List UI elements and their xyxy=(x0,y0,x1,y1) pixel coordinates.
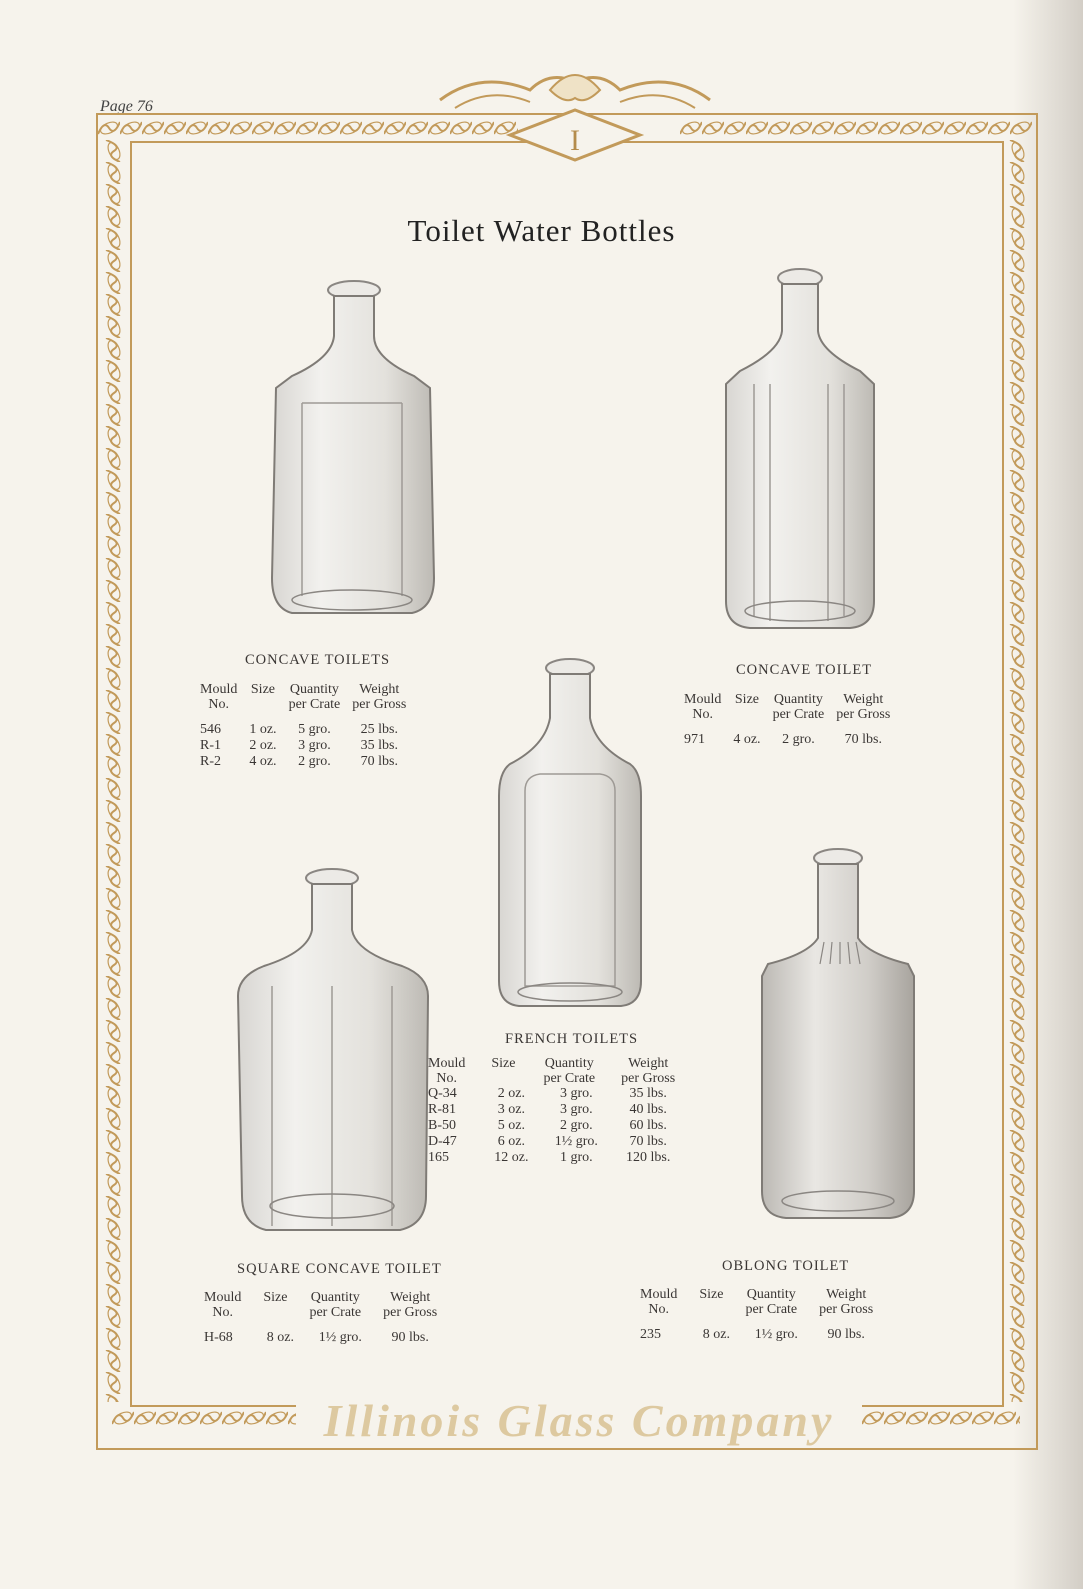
spec-table-french-toilets xyxy=(422,1056,681,1166)
col-header-weight: Weight per Gross xyxy=(352,682,407,712)
company-name-footer: Illinois Glass Company xyxy=(296,1394,862,1447)
col-header-mould: Mould No. xyxy=(684,692,722,722)
square-concave-toilet-bottle-illustration xyxy=(236,866,430,1242)
rope-border-bottom-left xyxy=(112,1408,296,1428)
caption-concave-toilet: CONCAVE TOILET xyxy=(736,662,873,678)
table-row: 165 12 oz. 1 gro. 120 lbs. xyxy=(428,1150,671,1165)
col-header-quantity: Quantity per Crate xyxy=(288,682,341,712)
col-header-weight: Weight per Gross xyxy=(383,1290,438,1320)
table-row: H-68 8 oz. 1½ gro. 90 lbs. xyxy=(204,1330,429,1345)
caption-square-concave-toilet: SQUARE CONCAVE TOILET xyxy=(237,1261,442,1277)
col-header-size: Size xyxy=(491,1056,516,1071)
col-header-quantity: Quantity per Crate xyxy=(772,692,825,722)
col-header-mould: Mould No. xyxy=(428,1056,466,1086)
col-header-weight: Weight per Gross xyxy=(836,692,891,722)
rope-border-top-right xyxy=(680,118,1032,138)
col-header-weight: Weight per Gross xyxy=(621,1056,676,1086)
table-row: 546 1 oz. 5 gro. 25 lbs. xyxy=(200,722,398,737)
spec-table-concave-toilets xyxy=(194,682,412,770)
col-header-size: Size xyxy=(250,682,275,697)
col-header-size: Size xyxy=(263,1290,288,1305)
caption-concave-toilets: CONCAVE TOILETS xyxy=(245,652,391,668)
spec-table-oblong-toilet xyxy=(634,1287,879,1343)
col-header-mould: Mould No. xyxy=(204,1290,242,1320)
concave-toilet-971-bottle-illustration xyxy=(720,266,880,646)
oblong-toilet-bottle-illustration xyxy=(758,846,918,1230)
table-row: 235 8 oz. 1½ gro. 90 lbs. xyxy=(640,1327,865,1342)
caption-oblong-toilet: OBLONG TOILET xyxy=(722,1258,850,1274)
table-row: B-50 5 oz. 2 gro. 60 lbs. xyxy=(428,1118,667,1133)
table-row: D-47 6 oz. 1½ gro. 70 lbs. xyxy=(428,1134,667,1149)
page-number: Page 76 xyxy=(100,98,153,115)
rope-border-left xyxy=(102,140,126,1402)
rope-border-bottom-right xyxy=(862,1408,1020,1428)
col-header-quantity: Quantity per Crate xyxy=(745,1287,798,1317)
col-header-quantity: Quantity per Crate xyxy=(309,1290,362,1320)
concave-toilet-bottle-illustration xyxy=(262,278,444,628)
caption-french-toilets: FRENCH TOILETS xyxy=(505,1031,639,1047)
table-row: R-81 3 oz. 3 gro. 40 lbs. xyxy=(428,1102,667,1117)
table-row: R-1 2 oz. 3 gro. 35 lbs. xyxy=(200,738,398,753)
table-row: R-2 4 oz. 2 gro. 70 lbs. xyxy=(200,754,398,769)
spec-table-square-concave-toilet xyxy=(198,1290,443,1346)
col-header-size: Size xyxy=(699,1287,724,1302)
col-header-size: Size xyxy=(734,692,759,707)
table-row: Q-34 2 oz. 3 gro. 35 lbs. xyxy=(428,1086,667,1101)
col-header-mould: Mould No. xyxy=(640,1287,678,1317)
table-row: 971 4 oz. 2 gro. 70 lbs. xyxy=(684,732,882,747)
crest-letter: I xyxy=(570,124,580,157)
french-toilet-bottle-illustration xyxy=(495,656,645,1018)
col-header-mould: Mould No. xyxy=(200,682,238,712)
rope-border-right xyxy=(1006,140,1030,1402)
page-title: Toilet Water Bottles xyxy=(407,213,676,248)
col-header-weight: Weight per Gross xyxy=(819,1287,874,1317)
spec-table-concave-toilet xyxy=(678,692,896,748)
col-header-quantity: Quantity per Crate xyxy=(543,1056,596,1086)
